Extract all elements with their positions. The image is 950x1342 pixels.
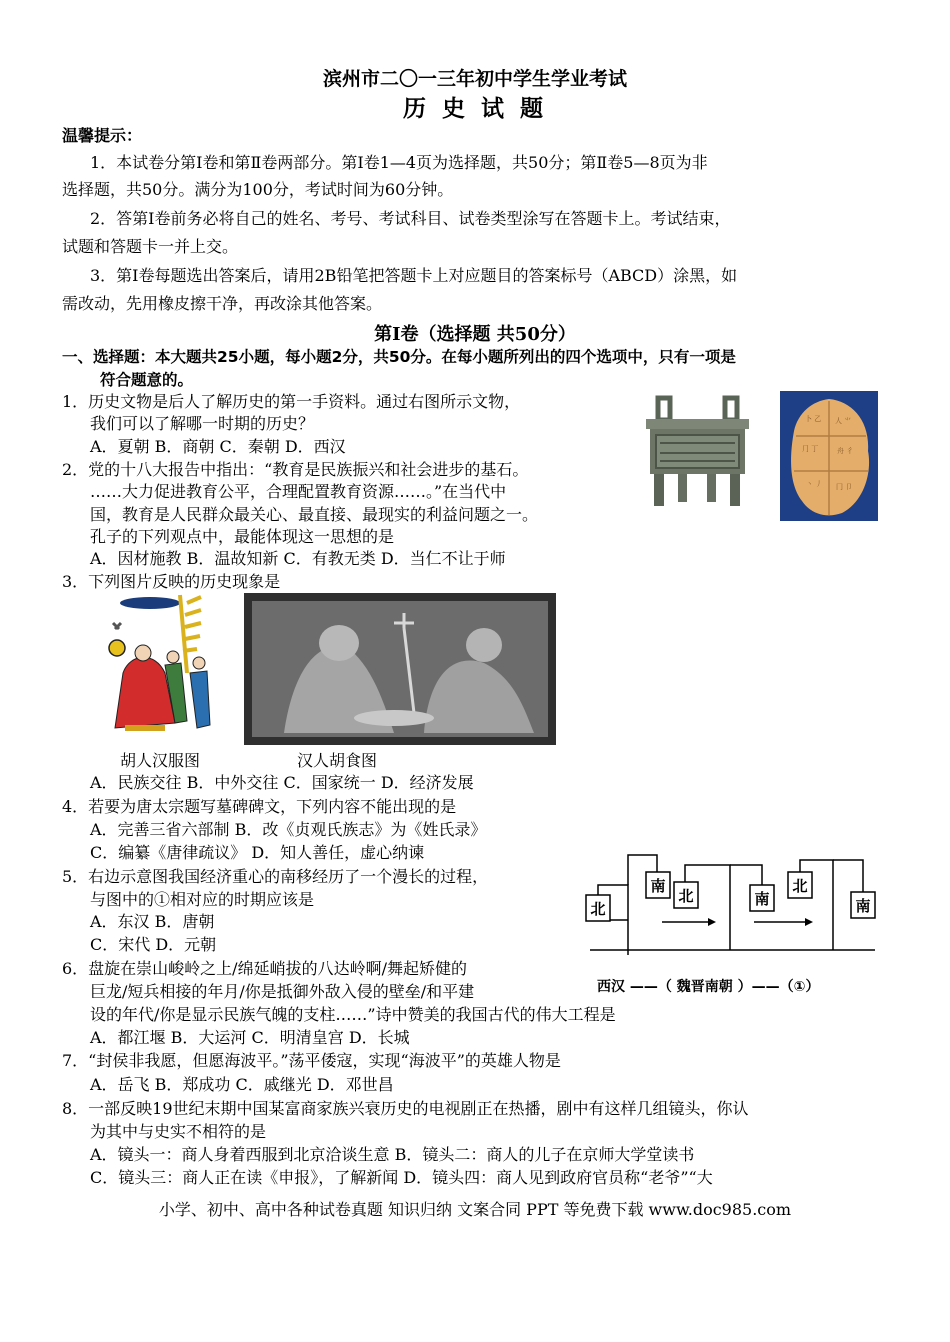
notice-line: 1．本试卷分第Ⅰ卷和第Ⅱ卷两部分。第Ⅰ卷1—4页为选择题，共50分；第Ⅱ卷5—8页为非 (90, 153, 708, 172)
bronze-ding-image (640, 395, 755, 510)
diagram-box-label: 南 (650, 877, 666, 895)
diagram-box-label: 北 (678, 887, 694, 905)
question-6-stem: 巨龙/短兵相接的年月/你是抵御外敌入侵的壁垒/和平建 (90, 982, 475, 1001)
svg-text:⾈ ⼻: ⾈ ⼻ (837, 447, 854, 455)
notice-heading: 温馨提示： (62, 126, 143, 145)
notice-line: 选择题，共50分。满分为100分，考试时间为60分钟。 (62, 180, 454, 199)
question-4-options: A．完善三省六部制 B．改《贞观氏族志》为《姓氏录》 (90, 820, 487, 839)
image-caption: 胡人汉服图 (120, 751, 201, 770)
question-2-stem: 国，教育是人民群众最关心、最直接、最现实的利益问题之一。 (90, 505, 539, 524)
question-8-stem: 8．一部反映19世纪末期中国某富商家族兴衰历史的电视剧正在热播，剧中有这样几组镜头，你认 (62, 1099, 749, 1118)
question-5-stem: 与图中的①相对应的时期应该是 (90, 890, 315, 909)
question-8-stem: 为其中与史实不相符的是 (90, 1122, 267, 1141)
hu-people-han-clothing-image (95, 593, 220, 741)
question-2-stem: 孔子的下列观点中，最能体现这一思想的是 (90, 527, 395, 546)
footer-text: 小学、初中、高中各种试卷真题 知识归纳 文案合同 PPT 等免费下载 www.doc985.com (158, 1200, 792, 1219)
han-people-hu-food-image (244, 593, 556, 745)
notice-line: 试题和答题卡一并上交。 (62, 237, 239, 256)
question-5-options: C．宋代 D．元朝 (90, 935, 217, 954)
question-1-options: A．夏朝 B．商朝 C．秦朝 D．西汉 (90, 437, 346, 456)
question-1-stem: 我们可以了解哪一时期的历史？ (90, 414, 315, 433)
question-7-stem: 7．“封侯非我愿，但愿海波平。”荡平倭寇，实现“海波平”的英雄人物是 (62, 1051, 561, 1070)
question-5-stem: 5．右边示意图我国经济重心的南移经历了一个漫长的过程， (62, 867, 489, 886)
exam-subtitle: 历 史 试 题 (402, 95, 548, 122)
diagram-box-label: 南 (754, 890, 770, 908)
section-instruction: 一、选择题：本大题共25小题，每小题2分，共50分。在每小题所列出的四个选项中，只有一项是 (62, 348, 736, 366)
notice-line: 2．答第Ⅰ卷前务必将自己的姓名、考号、考试科目、试卷类型涂写在答题卡上。考试结束， (90, 209, 731, 228)
svg-text:卜 ⼄: 卜 ⼄ (805, 415, 822, 423)
exam-title: 滨州市二〇一三年初中学生学业考试 (322, 68, 627, 90)
question-3-options: A．民族交往 B．中外交往 C．国家统一 D．经济发展 (90, 773, 474, 792)
question-8-options: C．镜头三：商人正在读《申报》，了解新闻 D．镜头四：商人见到政府官员称“老爷”“大 (90, 1168, 713, 1187)
svg-text:⼌ ⼙: ⼌ ⼙ (836, 483, 853, 491)
notice-line: 需改动，先用橡皮擦干净，再改涂其他答案。 (62, 294, 383, 313)
section-title: 第Ⅰ卷（选择题 共50分） (374, 324, 576, 345)
diagram-timeline: 西汉 ——（ 魏晋南朝 ）——（①） (597, 979, 820, 995)
question-5-options: A．东汉 B．唐朝 (90, 912, 215, 931)
section-instruction: 符合题意的。 (100, 371, 194, 389)
question-1-stem: 1．历史文物是后人了解历史的第一手资料。通过右图所示文物， (62, 392, 521, 411)
oracle-bone-image (780, 391, 878, 521)
svg-text:⼂ ⼃: ⼂ ⼃ (806, 480, 823, 488)
question-3-stem: 3．下列图片反映的历史现象是 (62, 572, 281, 591)
svg-text:⺆ 丁: ⺆ 丁 (802, 445, 819, 453)
diagram-box-label: 南 (855, 897, 871, 915)
question-2-options: A．因材施教 B．温故知新 C．有教无类 D．当仁不让于师 (90, 549, 506, 568)
question-6-stem: 6．盘旋在崇山峻岭之上/绵延峭拔的八达岭啊/舞起矫健的 (62, 959, 467, 978)
question-4-options: C．编纂《唐律疏议》 D．知人善任，虚心纳谏 (90, 843, 425, 862)
diagram-box-label: 北 (590, 900, 606, 918)
question-7-options: A．岳飞 B．郑成功 C．戚继光 D．邓世昌 (90, 1075, 394, 1094)
question-8-options: A．镜头一：商人身着西服到北京洽谈生意 B．镜头二：商人的儿子在京师大学堂读书 (90, 1145, 695, 1164)
question-2-stem: 2．党的十八大报告中指出：“教育是民族振兴和社会进步的基石。 (62, 460, 529, 479)
notice-line: 3．第Ⅰ卷每题选出答案后，请用2B铅笔把答题卡上对应题目的答案标号（ABCD）涂黑，如 (90, 266, 738, 285)
svg-text:⼈ ⺌: ⼈ ⺌ (835, 417, 852, 425)
question-6-options: A．都江堰 B．大运河 C．明清皇宫 D．长城 (90, 1028, 410, 1047)
question-4-stem: 4．若要为唐太宗题写墓碑碑文，下列内容不能出现的是 (62, 797, 457, 816)
image-caption: 汉人胡食图 (297, 751, 378, 770)
diagram-box-label: 北 (792, 877, 808, 895)
question-6-stem: 设的年代/你是显示民族气魄的支柱……”诗中赞美的我国古代的伟大工程是 (90, 1005, 616, 1024)
question-2-stem: ……大力促进教育公平，合理配置教育资源……。”在当代中 (90, 482, 507, 501)
